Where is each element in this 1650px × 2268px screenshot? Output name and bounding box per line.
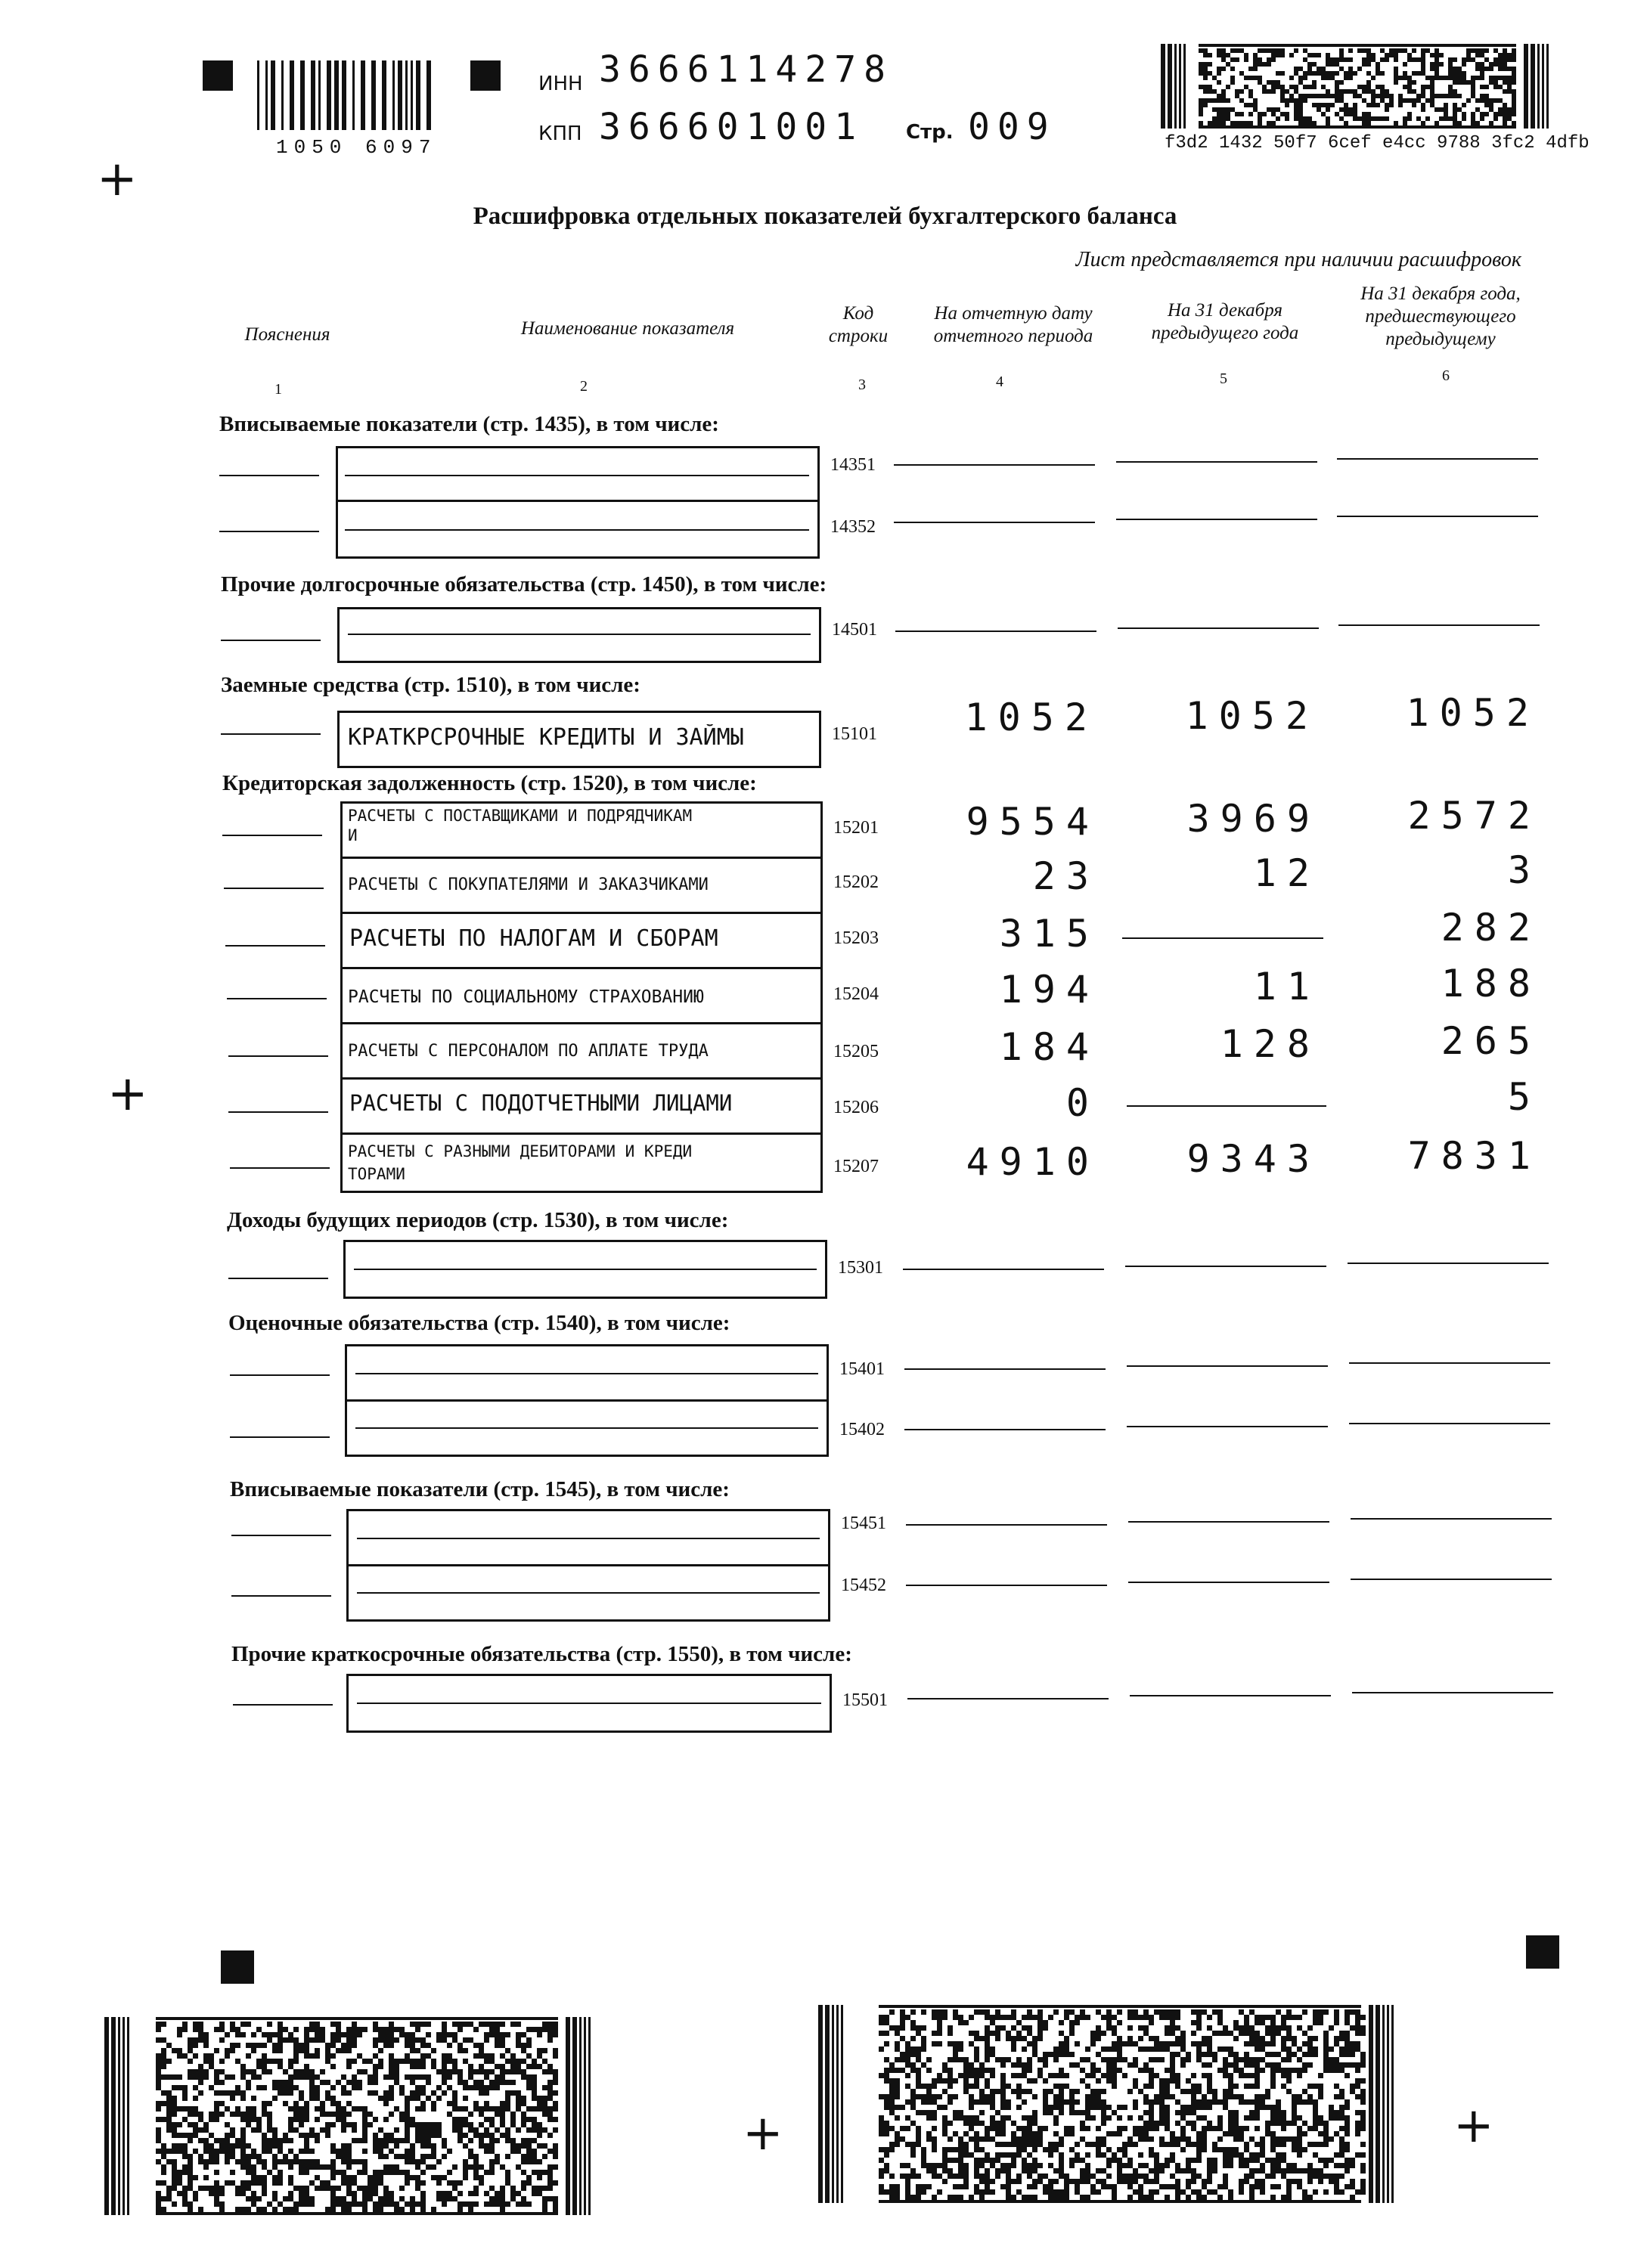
alignment-mark-bottom-right — [1526, 1935, 1559, 1969]
explanation-line — [225, 945, 325, 947]
row-name-15202: РАСЧЕТЫ С ПОКУПАТЕЛЯМИ И ЗАКАЗЧИКАМИ — [348, 875, 709, 894]
datamatrix-code-top — [1161, 44, 1554, 129]
inn-label: ИНН — [538, 73, 583, 95]
row-code-15451: 15451 — [841, 1514, 886, 1533]
section-heading-1540: Оценочные обязательства (стр. 1540), в том числе: — [228, 1311, 730, 1335]
pdf417-code-right — [818, 2005, 1422, 2203]
section-heading-1450: Прочие долгосрочные обязательства (стр. 1450), в том числе: — [221, 572, 827, 596]
page-label: Стр. — [906, 121, 954, 144]
page-title: Расшифровка отдельных показателей бухгалтерского баланса — [473, 203, 1177, 230]
pdf417-code-left — [104, 2017, 609, 2215]
column-header-1: Пояснения — [244, 324, 330, 345]
explanation-line — [230, 1436, 330, 1438]
name-box-line — [355, 1427, 818, 1429]
name-box-line — [355, 1373, 818, 1374]
value-15207-col6: 7831 — [1407, 1134, 1541, 1178]
explanation-line — [228, 1278, 328, 1279]
value-line — [895, 631, 1096, 632]
value-15205-col4: 184 — [999, 1025, 1099, 1069]
value-line — [903, 1269, 1104, 1270]
explanation-line — [219, 531, 319, 532]
explanation-line — [224, 888, 324, 889]
row-name-15203: РАСЧЕТЫ ПО НАЛОГАМ И СБОРАМ — [349, 925, 718, 952]
value-line — [906, 1524, 1107, 1526]
explanation-line — [231, 1595, 331, 1597]
explanation-line — [227, 998, 327, 999]
column-header-3: Код строки — [828, 303, 889, 346]
column-number-5: 5 — [1220, 370, 1227, 387]
row-name-15201: РАСЧЕТЫ С ПОСТАВЩИКАМИ И ПОДРЯДЧИКАМ И — [348, 807, 693, 844]
column-header-5: На 31 декабря предыдущего года — [1151, 300, 1299, 343]
row-code-14352: 14352 — [830, 517, 876, 537]
barcode-number: 1050 6097 — [276, 136, 437, 159]
column-header-6: На 31 декабря года, предшествующего предыдущему — [1360, 284, 1521, 349]
value-line — [1125, 1266, 1326, 1267]
section-heading-1520: Кредиторская задолженность (стр. 1520), в том числе: — [222, 771, 757, 795]
column-header-4: На отчетную дату отчетного периода — [933, 303, 1093, 346]
barcode-top — [257, 60, 439, 130]
column-number-4: 4 — [996, 373, 1003, 390]
value-15201-col4: 9554 — [966, 800, 1099, 844]
value-15204-col5: 11 — [1253, 965, 1320, 1009]
name-box-14351 — [336, 446, 820, 502]
value-15101-col4: 1052 — [964, 696, 1098, 739]
explanation-line — [231, 1535, 331, 1536]
value-line — [1116, 461, 1317, 463]
value-15207-col5: 9343 — [1186, 1137, 1320, 1181]
value-line — [1348, 1263, 1549, 1264]
row-name-15204: РАСЧЕТЫ ПО СОЦИАЛЬНОМУ СТРАХОВАНИЮ — [348, 987, 704, 1007]
column-number-6: 6 — [1442, 367, 1450, 384]
value-15201-col6: 2572 — [1407, 794, 1541, 838]
crosshair-icon: + — [107, 1066, 148, 1122]
value-15204-col6: 188 — [1441, 962, 1541, 1005]
explanation-line — [221, 733, 321, 735]
value-line — [1128, 1582, 1329, 1583]
value-line — [1351, 1518, 1552, 1520]
value-15203-col6: 282 — [1441, 906, 1541, 950]
value-line — [1118, 627, 1319, 629]
section-heading-1435: Вписываемые показатели (стр. 1435), в том числе: — [219, 412, 719, 436]
value-line — [907, 1698, 1109, 1699]
value-line — [1127, 1426, 1328, 1427]
value-line — [894, 464, 1095, 466]
explanation-line — [233, 1704, 333, 1706]
value-line — [906, 1585, 1107, 1586]
kpp-label: КПП — [538, 122, 582, 145]
alignment-mark-bottom-left — [221, 1950, 254, 1984]
row-code-15401: 15401 — [839, 1359, 885, 1379]
value-15205-col6: 265 — [1441, 1019, 1541, 1063]
row-code-15205: 15205 — [833, 1042, 879, 1061]
row-code-15206: 15206 — [833, 1098, 879, 1117]
value-line — [1127, 1365, 1328, 1367]
row-code-15501: 15501 — [842, 1690, 888, 1710]
row-code-15202: 15202 — [833, 872, 879, 892]
value-15203-col5-empty — [1122, 937, 1323, 939]
value-line — [894, 522, 1095, 523]
row-name-15206: РАСЧЕТЫ С ПОДОТЧЕТНЫМИ ЛИЦАМИ — [349, 1090, 733, 1116]
name-box-line — [357, 1538, 820, 1539]
column-header-2: Наименование показателя — [520, 318, 735, 339]
document-hash: f3d2 1432 50f7 6cef e4cc 9788 3fc2 4dfb — [1165, 133, 1590, 153]
value-15205-col5: 128 — [1220, 1022, 1320, 1066]
value-line — [1349, 1362, 1550, 1364]
value-15202-col5: 12 — [1253, 851, 1320, 895]
value-line — [1352, 1692, 1553, 1693]
row-code-15452: 15452 — [841, 1576, 886, 1595]
name-box-line — [357, 1703, 821, 1704]
section-heading-1530: Доходы будущих периодов (стр. 1530), в том числе: — [227, 1208, 729, 1232]
value-15101-col6: 1052 — [1406, 691, 1540, 735]
explanation-line — [219, 475, 319, 476]
explanation-line — [222, 835, 322, 836]
page-value: 009 — [968, 106, 1056, 148]
name-box-line — [357, 1592, 820, 1594]
row-code-15207: 15207 — [833, 1157, 879, 1176]
row-code-15204: 15204 — [833, 984, 879, 1004]
value-line — [1349, 1423, 1550, 1424]
value-line — [1337, 458, 1538, 460]
row-code-15402: 15402 — [839, 1420, 885, 1439]
row-code-14351: 14351 — [830, 455, 876, 475]
column-number-3: 3 — [858, 376, 866, 393]
value-line — [1116, 519, 1317, 520]
explanation-line — [228, 1055, 328, 1057]
section-heading-1510: Заемные средства (стр. 1510), в том числе: — [221, 673, 640, 697]
name-box-line — [345, 529, 809, 531]
explanation-line — [228, 1111, 328, 1113]
value-15202-col6: 3 — [1507, 848, 1541, 892]
row-name-15207: РАСЧЕТЫ С РАЗНЫМИ ДЕБИТОРАМИ И КРЕДИ ТОРАМИ — [348, 1142, 693, 1183]
column-number-2: 2 — [580, 378, 588, 395]
value-15101-col5: 1052 — [1185, 694, 1319, 738]
value-15206-col6: 5 — [1507, 1075, 1541, 1119]
value-line — [1130, 1695, 1331, 1696]
column-number-1: 1 — [274, 381, 282, 398]
value-15203-col4: 315 — [999, 912, 1099, 956]
kpp-value: 366601001 — [599, 106, 864, 148]
row-name-15101: КРАТКРСРОЧНЫЕ КРЕДИТЫ И ЗАЙМЫ — [348, 724, 744, 751]
name-box-line — [345, 475, 809, 476]
name-box-line — [348, 634, 811, 635]
explanation-line — [230, 1167, 330, 1169]
explanation-line — [221, 640, 321, 641]
alignment-mark-top-mid — [470, 60, 501, 91]
value-15202-col4: 23 — [1032, 854, 1099, 898]
value-line — [904, 1429, 1106, 1430]
value-15207-col4: 4910 — [966, 1140, 1099, 1184]
name-box-line — [354, 1269, 817, 1270]
row-code-15301: 15301 — [838, 1258, 883, 1278]
value-15206-col4: 0 — [1065, 1081, 1099, 1125]
row-code-15101: 15101 — [832, 724, 877, 744]
inn-value: 3666114278 — [599, 48, 893, 91]
value-15206-col5-empty — [1127, 1105, 1326, 1107]
section-heading-1550: Прочие краткосрочные обязательства (стр. 1550), в том числе: — [231, 1642, 852, 1666]
row-code-15203: 15203 — [833, 928, 879, 948]
value-line — [1351, 1579, 1552, 1580]
value-15204-col4: 194 — [999, 968, 1099, 1012]
crosshair-icon: + — [1453, 2098, 1494, 2154]
name-box-14501 — [337, 607, 821, 663]
section-heading-1545: Вписываемые показатели (стр. 1545), в том числе: — [230, 1477, 730, 1501]
value-line — [1337, 516, 1538, 517]
row-name-15205: РАСЧЕТЫ С ПЕРСОНАЛОМ ПО АПЛАТЕ ТРУДА — [348, 1042, 709, 1061]
explanation-line — [230, 1374, 330, 1376]
value-line — [1338, 624, 1540, 626]
value-line — [1128, 1521, 1329, 1523]
row-code-15201: 15201 — [833, 818, 879, 838]
crosshair-icon: + — [97, 151, 138, 207]
alignment-mark-top-left — [203, 60, 233, 91]
value-line — [904, 1368, 1106, 1370]
crosshair-icon: + — [743, 2105, 783, 2161]
value-15201-col5: 3969 — [1186, 797, 1320, 841]
row-code-14501: 14501 — [832, 620, 877, 640]
page-subtitle: Лист представляется при наличии расшифровок — [1075, 248, 1521, 271]
